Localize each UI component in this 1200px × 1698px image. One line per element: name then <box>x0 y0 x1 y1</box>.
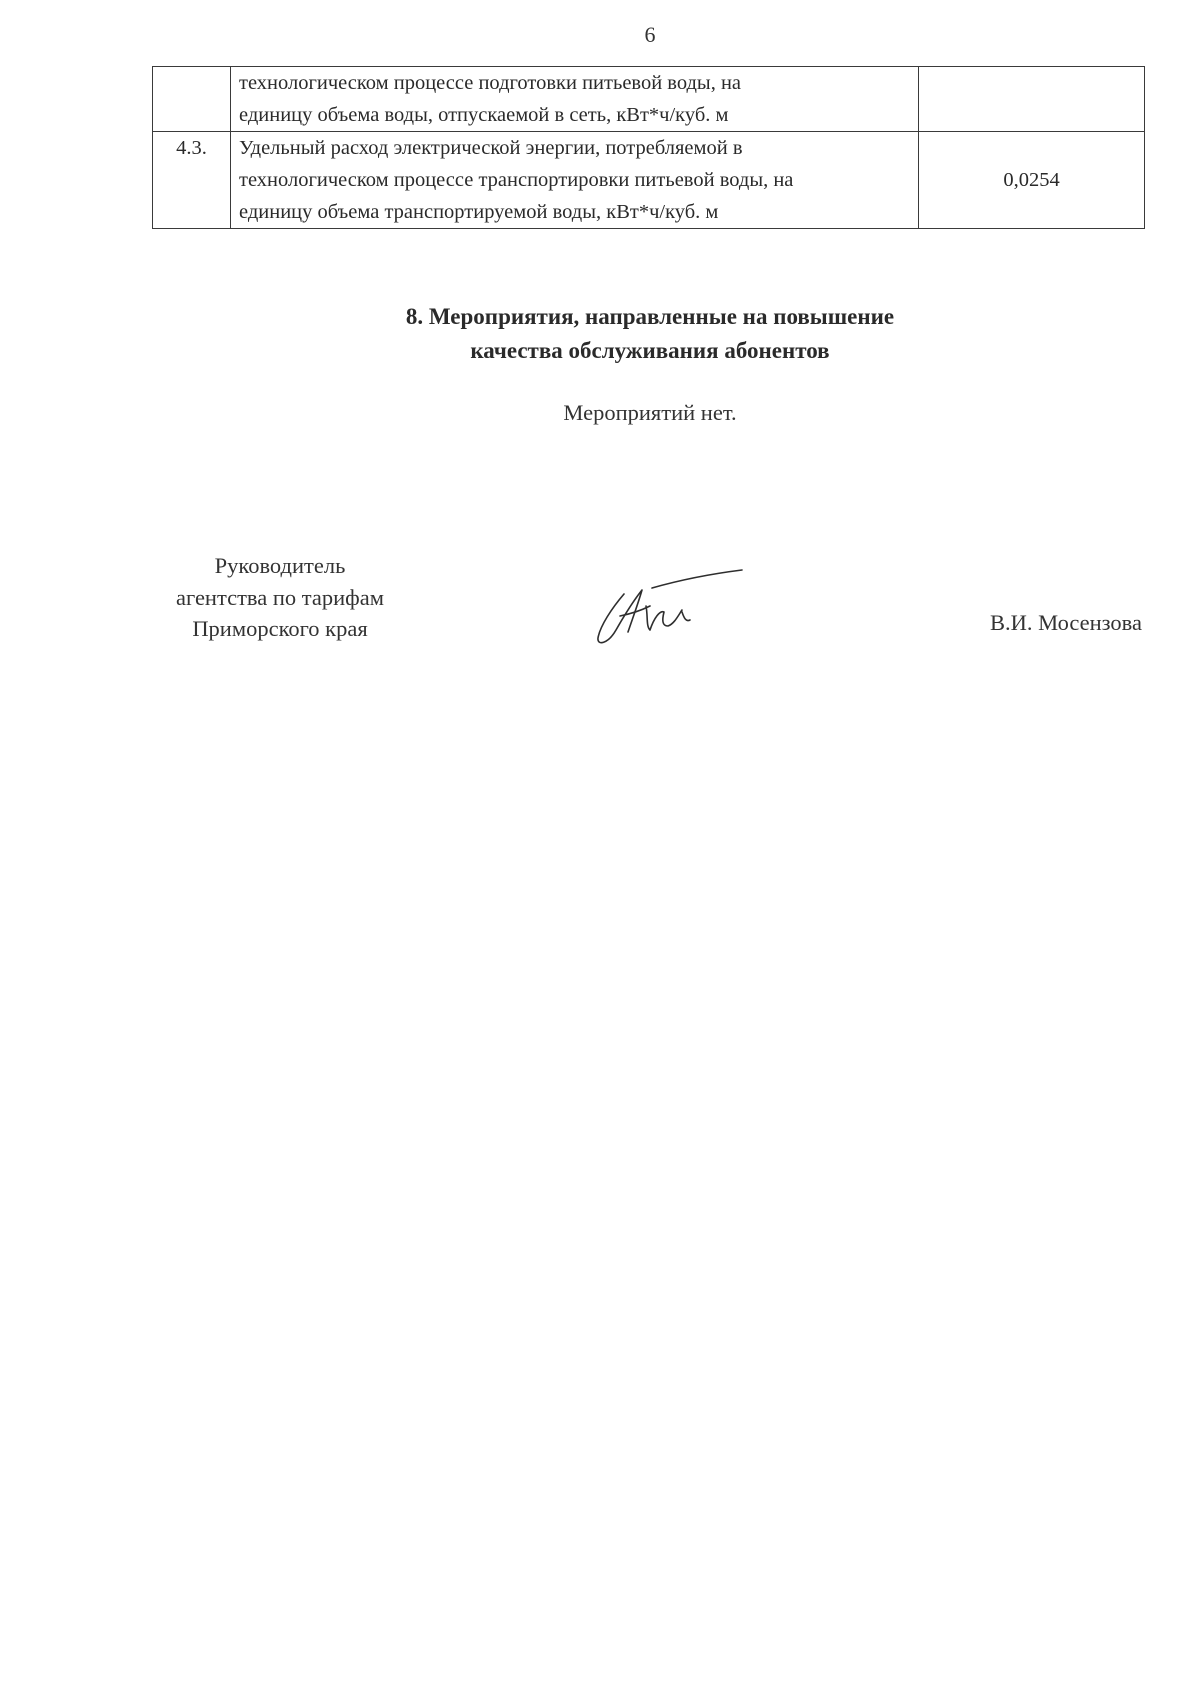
signer-name: В.И. Мосензова <box>990 610 1142 635</box>
section-heading-line: качества обслуживания абонентов <box>470 338 830 363</box>
handwritten-signature <box>590 560 760 650</box>
table-row <box>153 132 1145 229</box>
table-row <box>153 67 1145 132</box>
row-number <box>153 67 231 132</box>
signer-title-line: Приморского края <box>192 616 368 641</box>
section-note: Мероприятий нет. <box>563 400 737 425</box>
row-description <box>231 67 919 132</box>
description-line: технологическом процессе подготовки питьевой воды, на <box>239 72 742 94</box>
indicator-table <box>152 66 1145 229</box>
row-number: 4.3. <box>153 132 231 229</box>
row-description <box>231 132 919 229</box>
section-heading <box>0 300 1200 368</box>
signer-title-line: агентства по тарифам <box>176 584 384 610</box>
description-line: единицу объема воды, отпускаемой в сеть, кВт*ч/куб. м <box>239 104 729 126</box>
description-line: Удельный расход электрической энергии, потребляемой в <box>239 137 743 159</box>
page-number: 6 <box>644 22 656 47</box>
signer-title <box>150 550 410 645</box>
row-value <box>919 67 1145 132</box>
signer-title-line: Руководитель <box>214 553 346 578</box>
section-heading-line: 8. Мероприятия, направленные на повышение <box>405 304 895 329</box>
row-value: 0,0254 <box>919 132 1145 229</box>
description-line: единицу объема транспортируемой воды, кВт*ч/куб. м <box>239 201 719 223</box>
description-line: технологическом процессе транспортировки питьевой воды, на <box>239 169 794 191</box>
